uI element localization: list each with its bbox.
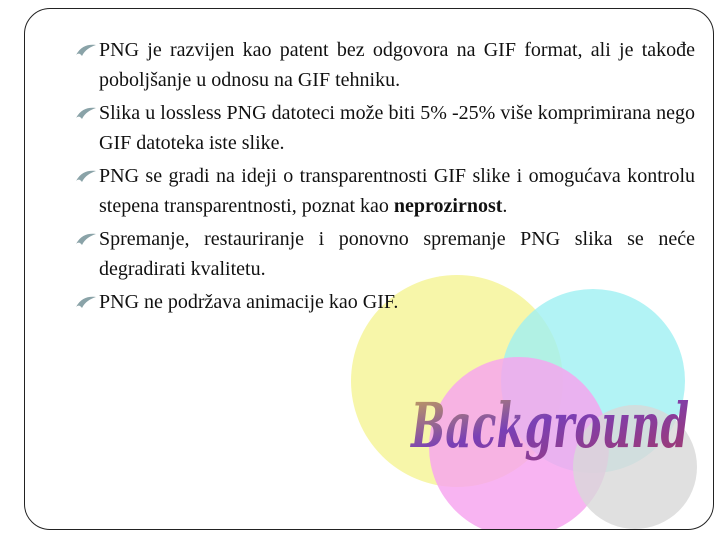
background-word: Background [409,389,689,462]
bullet-text: PNG se gradi na ideji o transparentnosti GIF slike i omogućava kontrolu stepena transparentnosti, poznat kao [99,165,695,217]
bullet-item [75,287,695,317]
bullet-text: PNG je razvijen kao patent bez odgovora na GIF format, ali je takođe poboljšanje u odnosu na GIF tehniku. [99,39,695,91]
leaf-swoosh-icon [75,294,97,310]
bullet-item [75,161,695,221]
leaf-swoosh-icon [75,168,97,184]
bullet-item [75,35,695,95]
bullet-text: PNG ne podržava animacije kao GIF. [99,291,399,313]
leaf-swoosh-icon [75,42,97,58]
leaf-swoosh-icon [75,231,97,247]
bullet-text-end: . [502,195,508,217]
bullet-list [75,35,695,320]
bullet-text: Spremanje, restauriranje i ponovno spremanje PNG slika se neće degradirati kvalitetu. [99,228,695,280]
leaf-swoosh-icon [75,105,97,121]
bold-term: neprozirnost [393,195,503,217]
bullet-item [75,98,695,158]
bullet-text: Slika u lossless PNG datoteci može biti 5% -25% više komprimirana nego GIF datoteka iste slike. [99,102,695,154]
slide-frame [24,8,714,530]
bullet-item [75,224,695,284]
